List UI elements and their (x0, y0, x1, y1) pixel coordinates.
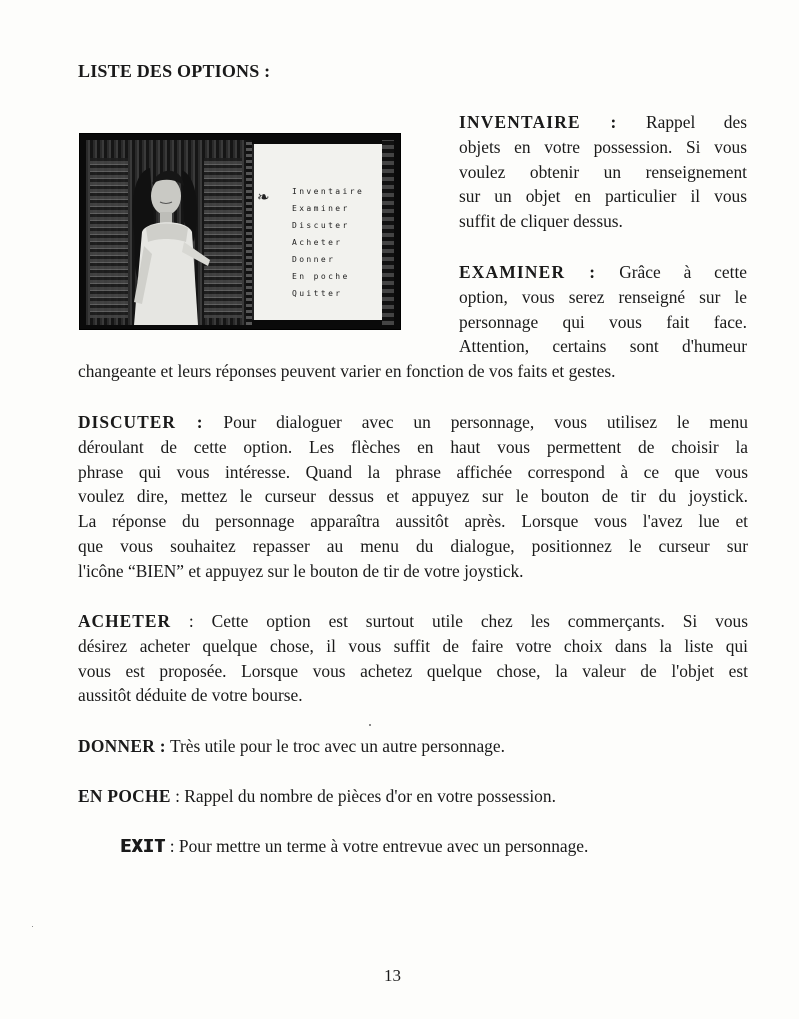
examiner-continuation: changeante et leurs réponses peuvent varier en fonction de vos faits et gestes. (78, 361, 616, 381)
term-discuter: DISCUTER : (78, 412, 204, 432)
menu-item-examiner[interactable]: Examiner (292, 204, 350, 213)
option-exit: EXIT : Pour mettre un terme à votre entrevue avec un personnage. (120, 836, 589, 857)
options-menu (292, 183, 364, 302)
option-en-poche: EN POCHE : Rappel du nombre de pièces d'or en votre possession. (78, 786, 556, 806)
term-inventaire: INVENTAIRE : (459, 112, 618, 132)
screen-frame-edge (382, 140, 394, 325)
option-discuter: DISCUTER : Pour dialoguer avec un personnage, vous utilisez le menu déroulant de cette option. Les flèches en haut vous permettent de choisir la phrase qui vous intéresse. Quand la phrase affichée correspond à ce que vous voulez dire, mettez le curseur dessus et appuyez sur le bouton de tir du joystick. La réponse du personnage apparaîtra aussitôt après. Lorsque vous l'avez lue et que vous souhaitez repasser au menu du dialogue, positionnez le curseur sur l'icône “BIEN” et appuyez sur le bouton de tir de votre joystick. (78, 412, 748, 581)
menu-item-inventaire[interactable]: Inventaire (292, 187, 365, 196)
pointer-cursor-icon: ❧ (257, 190, 270, 206)
option-inventaire: INVENTAIRE : Rappel des objets en votre possession. Si vous voulez obtenir un renseignement sur un objet en particulier il vous suffit de cliquer dessus. (459, 112, 747, 232)
term-acheter: ACHETER (78, 611, 172, 631)
bookshelf-left (90, 158, 128, 318)
game-screenshot (79, 133, 401, 330)
term-exit: EXIT (120, 836, 166, 857)
scan-speck (32, 926, 33, 927)
option-donner: DONNER : Très utile pour le troc avec un autre personnage. (78, 736, 505, 756)
scan-speck (369, 724, 371, 726)
menu-item-quitter[interactable]: Quitter (292, 289, 343, 298)
menu-item-acheter[interactable]: Acheter (292, 238, 343, 247)
scene-background (86, 140, 246, 325)
menu-item-en-poche[interactable]: En poche (292, 272, 350, 281)
option-acheter: ACHETER : Cette option est surtout utile chez les commerçants. Si vous désirez acheter quelque chose, il vous suffit de faire votre choix dans la liste qui vous est proposée. Lorsque vous achetez quelque chose, la valeur de l'objet est aussitôt déduite de votre bourse. (78, 611, 748, 706)
term-en-poche: EN POCHE (78, 786, 171, 806)
character-portrait (124, 162, 210, 325)
page-heading: LISTE DES OPTIONS : (78, 61, 271, 81)
option-examiner: EXAMINER : Grâce à cette option, vous serez renseigné sur le personnage qui vous fait face. Attention, certains sont d'humeur (459, 262, 747, 357)
term-examiner: EXAMINER : (459, 262, 597, 282)
menu-item-discuter[interactable]: Discuter (292, 221, 350, 230)
menu-item-donner[interactable]: Donner (292, 255, 336, 264)
term-donner: DONNER : (78, 736, 166, 756)
page-number: 13 (384, 966, 401, 985)
